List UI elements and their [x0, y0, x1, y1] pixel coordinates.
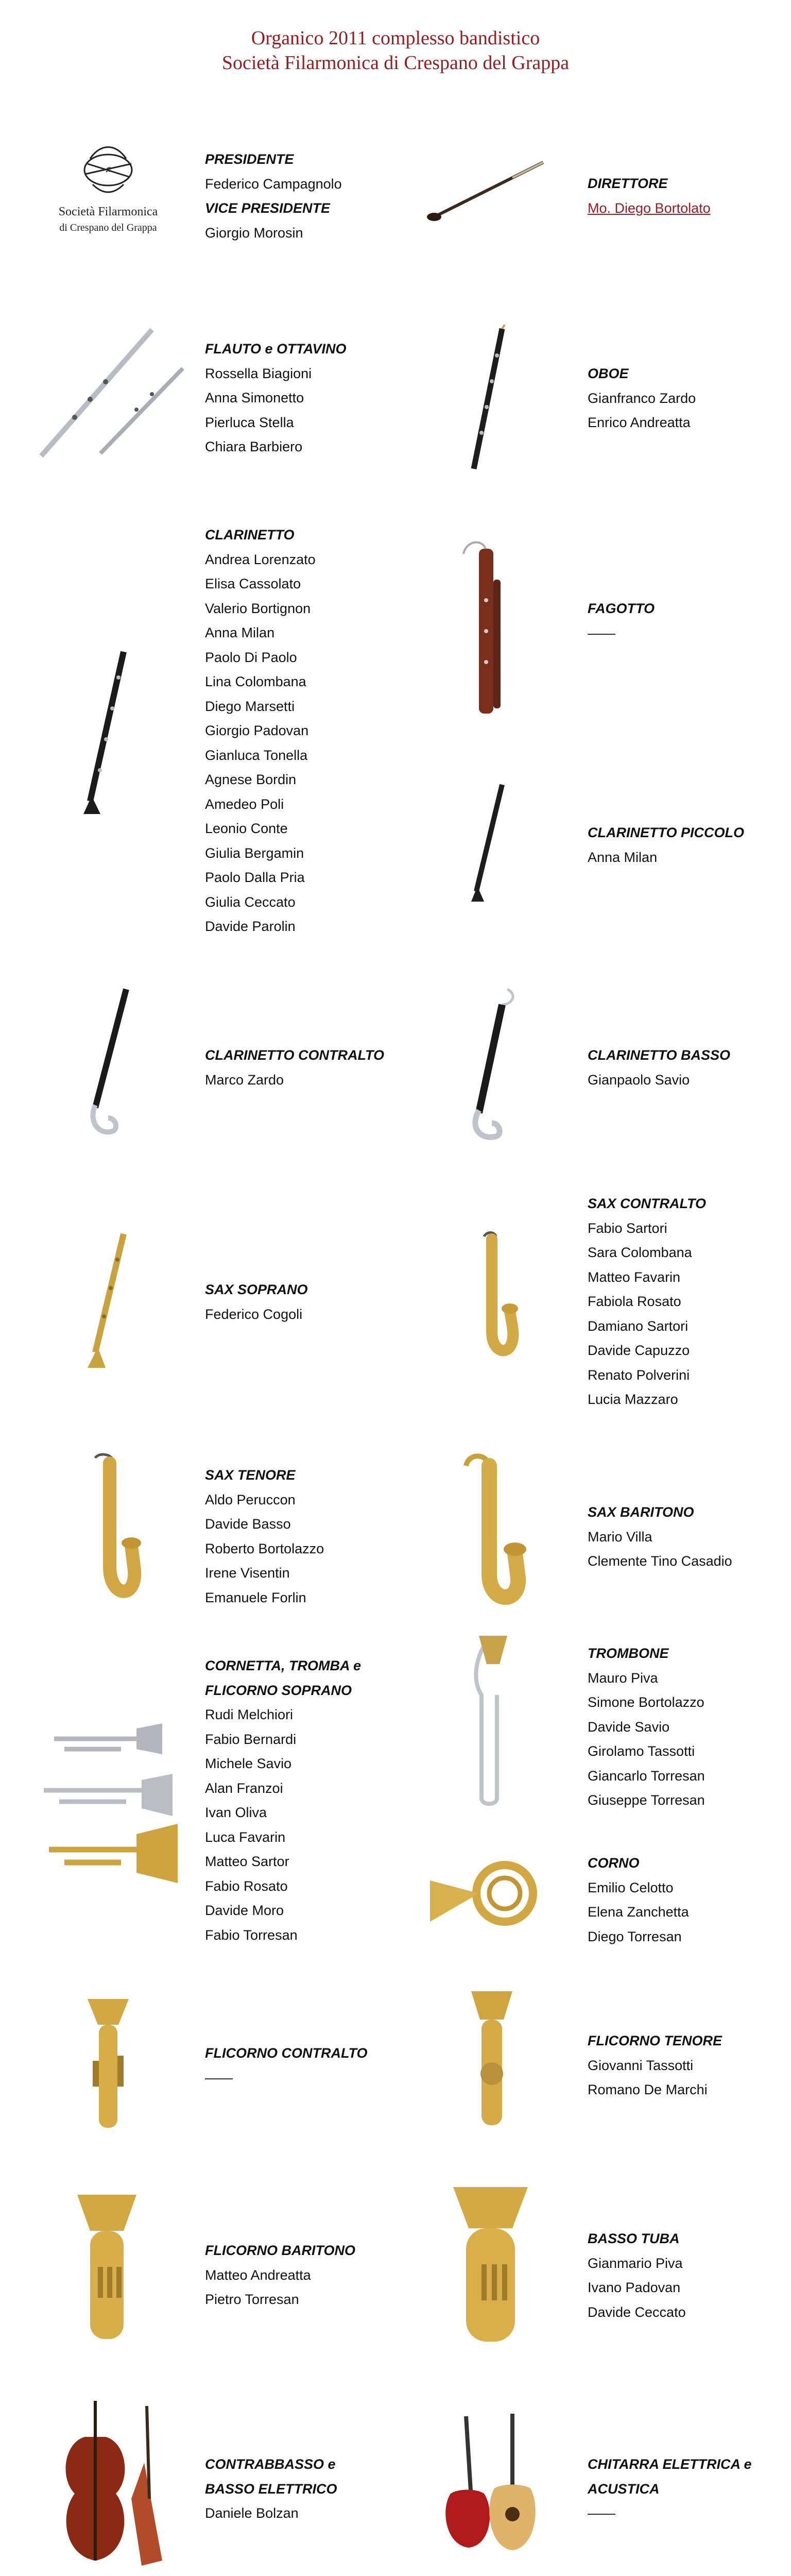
member-name: Fabiola Rosato [588, 1294, 681, 1309]
member-name: Daniele Bolzan [205, 2505, 299, 2521]
member-name: Anna Milan [588, 849, 658, 865]
chitarra-heading: CHITARRA ELETTRICA e [588, 2456, 752, 2472]
bass-clarinet-image [451, 984, 528, 1144]
member-name: Gianmario Piva [588, 2255, 683, 2271]
member-name: Elena Zanchetta [588, 1904, 689, 1920]
direttore-heading: DIRETTORE [588, 176, 668, 191]
member-name: Aldo Peruccon [205, 1492, 296, 1507]
flicorno-baritono-block [205, 2239, 411, 2312]
member-name: Sara Colombana [588, 1245, 692, 1260]
corno-heading: CORNO [588, 1855, 640, 1871]
cornetta-block [205, 1654, 411, 1947]
logo-line-2: di Crespano del Grappa [59, 222, 157, 233]
member-name: Romano De Marchi [588, 2082, 708, 2097]
trombone-image [461, 1633, 528, 1808]
sax-baritono-block [588, 1500, 791, 1574]
member-name: Ivano Padovan [588, 2280, 681, 2295]
member-name: Irene Visentin [205, 1565, 290, 1581]
sax-soprano-heading: SAX SOPRANO [205, 1282, 308, 1297]
cornetta-heading-2: FLICORNO SOPRANO [205, 1682, 352, 1698]
society-logo [28, 138, 188, 246]
member-name: Rudi Melchiori [205, 1707, 294, 1722]
member-name: Giorgio Morosin [205, 225, 303, 241]
chitarra-heading-2: ACUSTICA [588, 2481, 660, 2497]
presidente-heading: PRESIDENTE [205, 151, 294, 167]
basso-tuba-block [588, 2227, 791, 2325]
flauto-heading: FLAUTO e OTTAVINO [205, 341, 347, 357]
sax-baritono-heading: SAX BARITONO [588, 1504, 694, 1520]
member-name: Giulia Ceccato [205, 894, 296, 910]
oboe-heading: OBOE [588, 366, 629, 381]
flicorno-baritono-heading: FLICORNO BARITONO [205, 2243, 355, 2258]
clarinetto-basso-block [588, 1043, 791, 1092]
flauto-block [205, 337, 411, 460]
alto-clarinet-image [64, 984, 142, 1139]
oboe-block [588, 362, 791, 435]
member-name: Diego Marsetti [205, 698, 295, 714]
member-name: Girolamo Tassotti [588, 1743, 695, 1759]
member-name: Emanuele Forlin [205, 1589, 306, 1605]
member-name: Gianfranco Zardo [588, 390, 696, 406]
baritone-horn-image [62, 2195, 152, 2349]
baritone-sax-image [445, 1450, 533, 1610]
tuba-image [438, 2187, 541, 2352]
member-name: Clemente Tino Casadio [588, 1553, 732, 1569]
member-name: Emilio Celotto [588, 1879, 674, 1895]
member-name: Lucia Mazzaro [588, 1392, 678, 1407]
sax-contralto-heading: SAX CONTRALTO [588, 1196, 707, 1211]
member-name: Giancarlo Torresan [588, 1768, 705, 1784]
contrabbasso-block [205, 2452, 411, 2526]
logo-line-1: Società Filarmonica [58, 205, 158, 218]
flicorno-contralto-heading: FLICORNO CONTRALTO [205, 2045, 368, 2061]
member-name: Pietro Torresan [205, 2292, 299, 2307]
member-name: Paolo Di Paolo [205, 649, 297, 665]
member-name: Enrico Andreatta [588, 415, 691, 430]
member-name: Davide Basso [205, 1516, 291, 1532]
clarinetto-piccolo-block [588, 821, 791, 870]
clarinetto-basso-heading: CLARINETTO BASSO [588, 1047, 731, 1063]
corno-block [588, 1851, 791, 1949]
fagotto-block [588, 597, 791, 646]
french-horn-image [422, 1850, 556, 1932]
cornetta-heading: CORNETTA, TROMBA e [205, 1658, 361, 1673]
member-name: Anna Milan [205, 625, 275, 640]
tenor-sax-image [70, 1453, 147, 1607]
member-name: Matteo Favarin [588, 1269, 681, 1285]
contrabbasso-heading-2: BASSO ELETTRICO [205, 2481, 337, 2497]
piccolo-clarinet-image [458, 781, 515, 904]
oboe-image [453, 325, 520, 474]
member-name: Lina Colombana [205, 674, 306, 689]
member-name: Ivan Oliva [205, 1805, 267, 1820]
member-name: Gianpaolo Savio [588, 1072, 690, 1088]
sax-tenore-block [205, 1463, 411, 1610]
member-name: Federico Cogoli [205, 1306, 303, 1322]
flicorno-contralto-block [205, 2041, 411, 2090]
member-name: Andrea Lorenzato [205, 551, 316, 567]
member-name: Fabio Sartori [588, 1220, 667, 1236]
member-name: Luca Favarin [205, 1829, 286, 1845]
sax-tenore-heading: SAX TENORE [205, 1467, 296, 1483]
member-name: Giuseppe Torresan [588, 1792, 705, 1808]
member-name: Damiano Sartori [588, 1318, 689, 1334]
alto-sax-image [456, 1229, 523, 1368]
member-name: Gianluca Tonella [205, 747, 308, 763]
member-name: Fabio Rosato [205, 1878, 288, 1894]
page-title: Organico 2011 complesso bandistico [251, 27, 540, 49]
member-name: Federico Campagnolo [205, 176, 342, 192]
member-name: Pierluca Stella [205, 414, 294, 430]
tenor-horn-image [458, 1991, 525, 2136]
member-name: Mario Villa [588, 1529, 652, 1545]
member-name: Marco Zardo [205, 1072, 284, 1088]
clarinetto-contralto-block [205, 1043, 411, 1092]
member-name: Matteo Andreatta [205, 2267, 311, 2283]
member-name: Davide Parolin [205, 919, 296, 934]
trombone-heading: TROMBONE [588, 1646, 669, 1661]
member-name: Matteo Sartor [205, 1854, 289, 1869]
member-name: —— [588, 2505, 615, 2521]
svg-text:♫: ♫ [105, 164, 112, 174]
member-name: Chiara Barbiero [205, 439, 303, 454]
member-name: Mauro Piva [588, 1670, 658, 1686]
direttore-block [588, 172, 791, 221]
clarinetto-block [205, 523, 411, 939]
clarinetto-contralto-heading: CLARINETTO CONTRALTO [205, 1047, 384, 1063]
flicorno-tenore-heading: FLICORNO TENORE [588, 2033, 722, 2048]
member-name: Renato Polverini [588, 1367, 690, 1383]
member-name: Alan Franzoi [205, 1780, 283, 1796]
direttore-link[interactable]: Mo. Diego Bortolato [588, 200, 711, 216]
member-name: Davide Capuzzo [588, 1343, 690, 1358]
member-name: Giorgio Padovan [205, 723, 309, 738]
member-name: Diego Torresan [588, 1928, 682, 1944]
soprano-sax-image [72, 1229, 139, 1373]
contrabbasso-heading: CONTRABBASSO e [205, 2456, 336, 2472]
member-name: Agnese Bordin [205, 772, 297, 787]
trombone-block [588, 1641, 791, 1813]
member-name: Amedeo Poli [205, 796, 284, 812]
vice-presidente-heading: VICE PRESIDENTE [205, 200, 331, 216]
clarinet-image [72, 647, 139, 817]
member-name: Rossella Biagioni [205, 365, 312, 381]
alto-horn-image [72, 1999, 144, 2138]
basso-tuba-heading: BASSO TUBA [588, 2231, 680, 2246]
member-name: Fabio Bernardi [205, 1731, 297, 1747]
flute-image [33, 327, 188, 461]
member-name: Elisa Cassolato [205, 576, 301, 591]
sax-soprano-block [205, 1278, 411, 1327]
member-name: —— [588, 625, 615, 641]
member-name: Anna Simonetto [205, 390, 304, 405]
member-name: Michele Savio [205, 1756, 292, 1771]
member-name: Giovanni Tassotti [588, 2057, 694, 2073]
bassoon-image [456, 538, 523, 724]
member-name: Giulia Bergamin [205, 845, 304, 861]
sax-contralto-block [588, 1192, 791, 1412]
member-name: Fabio Torresan [205, 1927, 298, 1943]
clarinetto-piccolo-heading: CLARINETTO PICCOLO [588, 825, 745, 840]
member-name: Valerio Bortignon [205, 600, 311, 616]
guitars-image [435, 2411, 543, 2555]
baton-image [420, 152, 554, 229]
double-bass-image [44, 2396, 178, 2571]
trumpets-image [33, 1718, 188, 1883]
clarinetto-heading: CLARINETTO [205, 527, 295, 543]
member-name: Simone Bortolazzo [588, 1694, 704, 1710]
flicorno-tenore-block [588, 2029, 791, 2103]
member-name: Paolo Dalla Pria [205, 870, 305, 885]
member-name: Roberto Bortolazzo [205, 1540, 324, 1556]
chitarra-block [588, 2452, 791, 2526]
page-subtitle: Società Filarmonica di Crespano del Grappa [221, 52, 570, 74]
presidente-block [205, 147, 411, 245]
member-name: Leonio Conte [205, 821, 288, 836]
member-name: —— [205, 2070, 233, 2086]
member-name: Davide Savio [588, 1719, 670, 1735]
member-name: Davide Moro [205, 1903, 284, 1918]
fagotto-heading: FAGOTTO [588, 601, 655, 616]
member-name: Davide Ceccato [588, 2304, 686, 2320]
